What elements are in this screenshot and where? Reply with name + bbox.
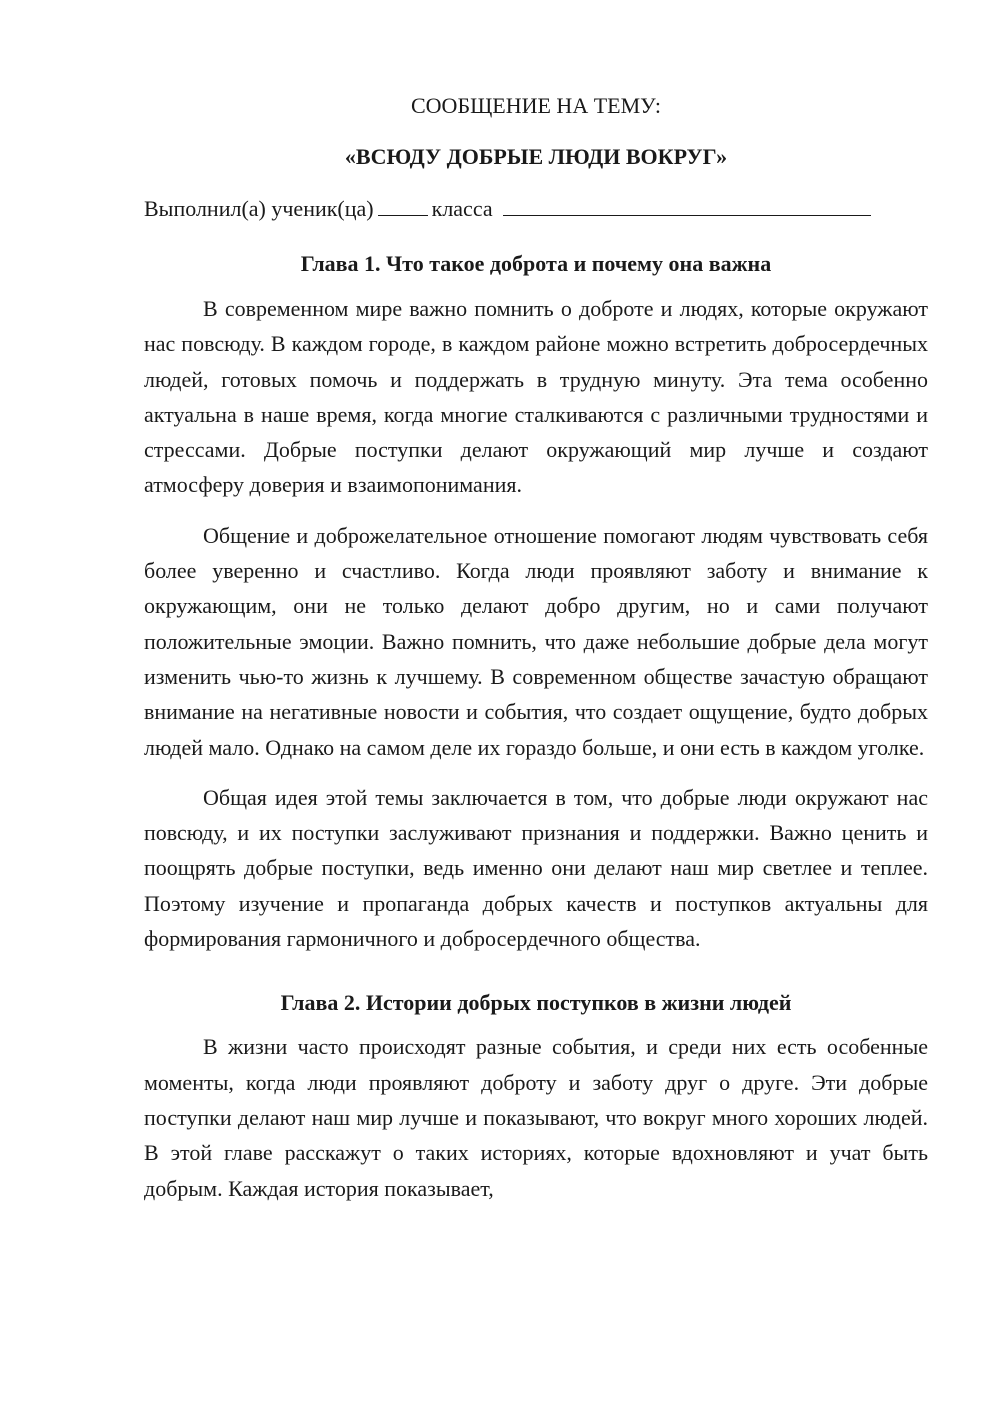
document-title-line-1: СООБЩЕНИЕ НА ТЕМУ: [411,93,661,118]
signature-line [144,197,928,220]
chapter-1-paragraph-3: Общая идея этой темы заключается в том, что добрые люди окружают нас повсюду, и их поступки заслуживают признания и поддержки. Важно ценить и поощрять добрые поступки, ведь именно они делают наш мир светлее и теплее. Поэтому изучение и пропаганда добрых качеств и поступков актуальны для формирования гармоничного и добросердечного общества. [144,784,928,952]
chapter-1-paragraph-2: Общение и доброжелательное отношение помогают людям чувствовать себя более уверенно и счастливо. Когда люди проявляют заботу и внимание к окружающим, они не только делают добро другим, но и сами получают положительные эмоции. Важно помнить, что даже небольшие добрые дела могут изменить чью-то жизнь к лучшему. В современном обществе зачастую обращают внимание на негативные новости и события, что создает ощущение, будто добрых людей мало. Однако на самом деле их гораздо больше, и они есть в каждом уголке. [144,522,928,760]
chapter-2-heading: Глава 2. Истории добрых поступков в жизни людей [280,990,792,1016]
document-page [144,95,928,1206]
chapter-1-paragraph-1: В современном мире важно помнить о доброте и людях, которые окружают нас повсюду. В каждом городе, в каждом районе можно встретить добросердечных людей, готовых помочь и поддержать в трудную минуту. Эта тема особенно актуальна в наше время, когда многие сталкиваются с различными трудностями и стрессами. Добрые поступки делают окружающий мир лучше и создают атмосферу доверия и взаимопонимания. [144,296,928,498]
performed-by-label: Выполнил(а) ученик(ца) [144,196,374,221]
document-title-line-2: «ВСЮДУ ДОБРЫЕ ЛЮДИ ВОКРУГ» [344,144,728,169]
class-number-blank [378,197,428,216]
class-label: класса [431,196,493,221]
chapter-1-heading: Глава 1. Что такое доброта и почему она важна [300,251,772,276]
chapter-2-paragraph-1: В жизни часто происходят разные события, и среди них есть особенные моменты, когда люди проявляют доброту и заботу друг о друге. Эти добрые поступки делают наш мир лучше и показывают, что вокруг много хороших людей. В этой главе расскажут о таких историях, которые вдохновляют и учат быть добрым. Каждая история показывает, [144,1034,928,1201]
student-name-blank [503,197,871,216]
